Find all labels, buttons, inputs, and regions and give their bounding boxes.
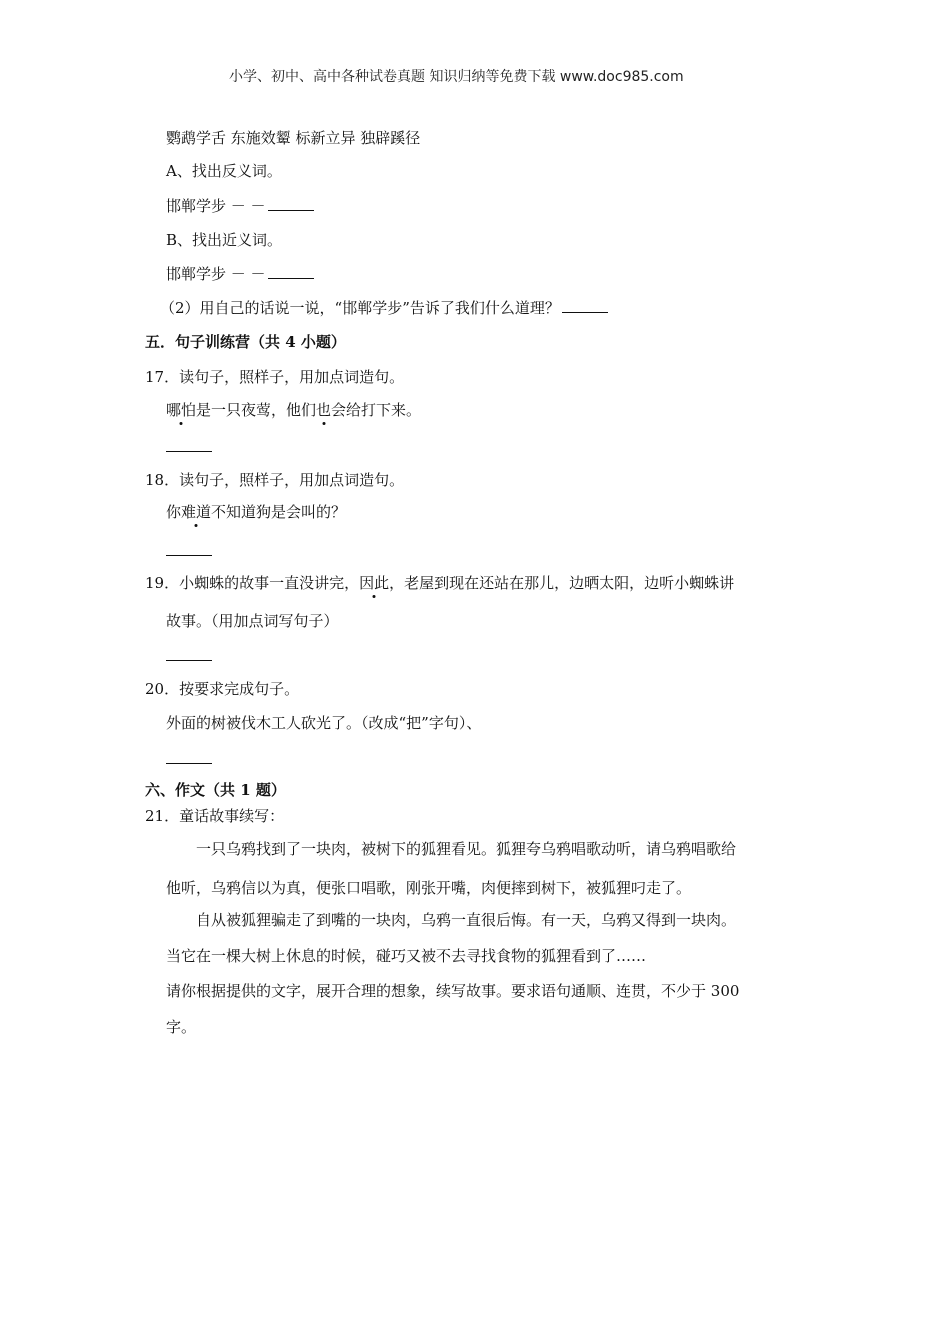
q21-stem: 21．童话故事续写： <box>145 807 285 825</box>
q21-para1-line2: 他听，乌鸦信以为真，便张口唱歌，刚张开嘴，肉便摔到树下，被狐狸叼走了。 <box>166 879 692 897</box>
q16-part2 <box>160 298 608 318</box>
q19-line1-pre: 19．小蜘蛛的故事一直没讲完， <box>145 574 360 592</box>
q19-answer-line[interactable] <box>166 660 212 661</box>
q18-stem: 18．读句子，照样子，用加点词造句。 <box>145 471 405 489</box>
q17-answer-line[interactable] <box>166 451 212 452</box>
q17-example-post: 会给打下来。 <box>331 401 422 419</box>
q17-dotted-word-2: 也 <box>316 401 332 419</box>
q17-example <box>166 400 421 420</box>
q17-dotted-word-1 <box>166 401 196 419</box>
q21-para2-line1: 自从被狐狸骗走了到嘴的一块肉，乌鸦一直很后悔。有一天，乌鸦又得到一块肉。 <box>196 911 737 929</box>
q21-requirement-line1: 请你根据提供的文字，展开合理的想象，续写故事。要求语句通顺、连贯，不少于 300 <box>166 982 740 1000</box>
dotted-word: 哪怕 <box>166 401 197 419</box>
q18-answer-line[interactable] <box>166 555 212 556</box>
section-6-title: 六、作文（共 1 题） <box>145 781 286 799</box>
synonym-item <box>166 264 314 284</box>
q19-line-1 <box>145 573 734 593</box>
page-header: 小学、初中、高中各种试卷真题 知识归纳等免费下载 www.doc985.com <box>229 69 684 85</box>
synonym-item-text: 邯郸学步 － － <box>166 265 266 283</box>
q20-answer-line[interactable] <box>166 763 212 764</box>
idiom-list: 鹦鹉学舌 东施效颦 标新立异 独辟蹊径 <box>166 129 421 147</box>
q16-part2-blank[interactable] <box>562 298 608 313</box>
antonym-item <box>166 196 314 216</box>
q17-example-mid: 是一只夜莺，他们 <box>196 401 317 419</box>
antonym-answer-blank[interactable] <box>268 196 314 211</box>
q20-stem: 20．按要求完成句子。 <box>145 680 300 698</box>
q18-example-pre: 你 <box>166 503 182 521</box>
q21-requirement-line2: 字。 <box>166 1018 197 1036</box>
synonym-answer-blank[interactable] <box>268 264 314 279</box>
q18-dotted-word: 难道 <box>181 503 212 521</box>
q19-line-2: 故事。（用加点词写句子） <box>166 612 339 630</box>
q20-sentence: 外面的树被伐木工人砍光了。（改成“把”字句）、 <box>166 714 482 732</box>
q21-para1-line1: 一只乌鸦找到了一块肉，被树下的狐狸看见。狐狸夸乌鸦唱歌动听，请乌鸦唱歌给 <box>196 840 737 858</box>
q19-dotted-word: 因此 <box>359 574 390 592</box>
q18-example <box>166 502 346 522</box>
q18-example-post: 不知道狗是会叫的？ <box>211 503 347 521</box>
section-5-title: 五．句子训练营（共 4 小题） <box>145 333 346 351</box>
q21-para2-line2: 当它在一棵大树上休息的时候，碰巧又被不去寻找食物的狐狸看到了…… <box>166 947 647 965</box>
q16-part2-text: （2）用自己的话说一说，“邯郸学步”告诉了我们什么道理？ <box>160 299 560 317</box>
q17-stem: 17．读句子，照样子，用加点词造句。 <box>145 368 405 386</box>
q19-line1-post: ，老屋到现在还站在那儿，边晒太阳，边听小蜘蛛讲 <box>389 574 735 592</box>
antonym-label: A、找出反义词。 <box>166 162 282 180</box>
antonym-item-text: 邯郸学步 － － <box>166 197 266 215</box>
synonym-label: B、找出近义词。 <box>166 231 283 249</box>
